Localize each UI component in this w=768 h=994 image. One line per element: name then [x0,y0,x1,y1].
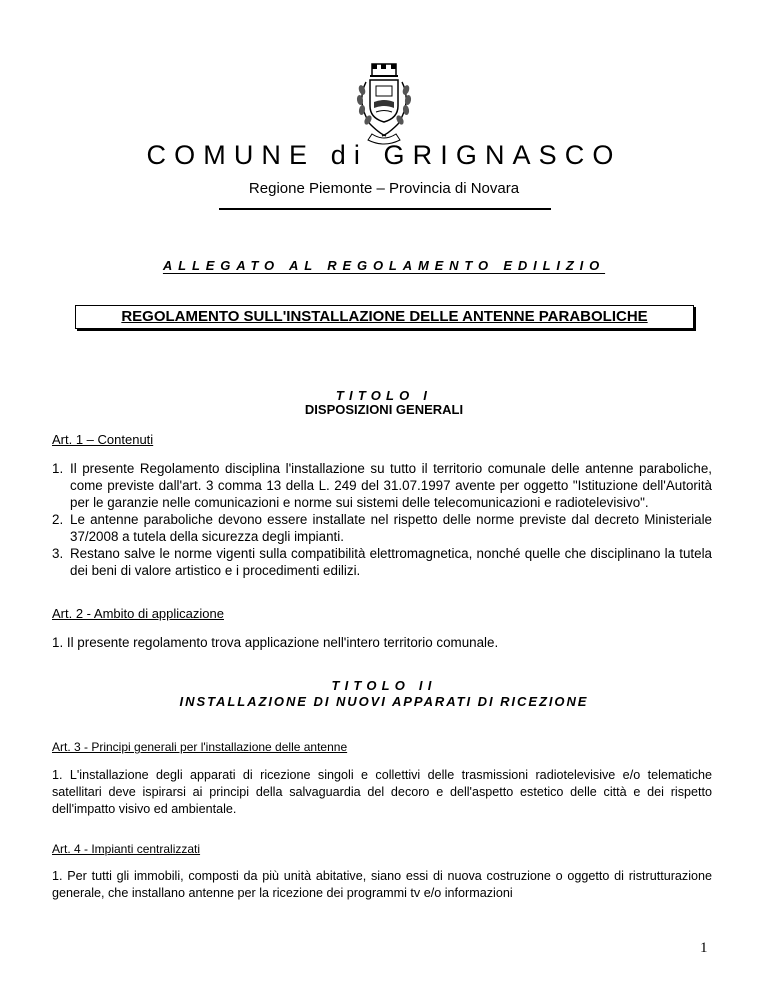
list-item-text: Le antenne paraboliche devono essere installate nel rispetto delle norme previste dal decreto Ministeriale 37/2008 a tutela della sicurezza degli impianti. [70,512,712,544]
region-province: Regione Piemonte – Provincia di Novara [248,180,520,197]
list-item [52,545,712,579]
titolo-2-subheading: INSTALLAZIONE DI NUOVI APPARATI DI RICEZIONE [179,694,589,709]
list-item [52,511,712,545]
art-2-text: 1. Il presente regolamento trova applicazione nell'intero territorio comunale. [52,635,499,650]
document-title: REGOLAMENTO SULL'INSTALLAZIONE DELLE ANTENNE PARABOLICHE [75,305,694,329]
attachment-heading: ALLEGATO AL REGOLAMENTO EDILIZIO [162,258,606,273]
titolo-1-subheading: DISPOSIZIONI GENERALI [304,402,464,417]
art-4-heading: Art. 4 - Impianti centralizzati [52,842,201,856]
art-1-heading: Art. 1 – Contenuti [52,432,154,447]
coat-of-arms-icon [346,62,422,148]
list-item-text: Il presente Regolamento disciplina l'installazione su tutto il territorio comunale delle antenne paraboliche, come previste dall'art. 3 comma 13 della L. 249 del 31.07.1997 avente per oggetto "Istituzione dell'Autorità per le garanzie nelle comunicazioni e norme sui sistemi delle telecomunicazioni e radiotelevisivo". [70,461,712,510]
art-2-heading: Art. 2 - Ambito di applicazione [52,606,224,621]
list-item-number: 1. [52,461,64,476]
list-item-number: 2. [52,512,64,527]
titolo-1-heading: TITOLO I [335,388,433,403]
page-number: 1 [700,940,708,956]
municipality-name: COMUNE di GRIGNASCO [146,140,622,170]
art-1-list [52,460,712,579]
list-item [52,460,712,511]
art-3-heading: Art. 3 - Principi generali per l'installazione delle antenne [52,740,348,754]
list-item-text: Restano salve le norme vigenti sulla compatibilità elettromagnetica, nonché quelle che disciplinano la tutela dei beni di valore artistico e i procedimenti edilizi. [70,546,712,578]
header-divider [219,208,551,210]
art-3-text: 1. L'installazione degli apparati di ricezione singoli e collettivi delle trasmissioni radiotelevisive e/o telematiche satellitari deve ispirarsi ai principi della salvaguardia del decoro e dell'aspetto estetico delle città e dei rispetto dell'impatto visivo ed ambientale. [52,768,712,816]
art-4-text: 1. Per tutti gli immobili, composti da più unità abitative, siano essi di nuova costruzione o oggetto di ristrutturazione generale, che installano antenne per la ricezione dei programmi tv e/o informazioni [52,869,712,900]
list-item-number: 3. [52,546,64,561]
titolo-2-heading: TITOLO II [331,678,437,693]
